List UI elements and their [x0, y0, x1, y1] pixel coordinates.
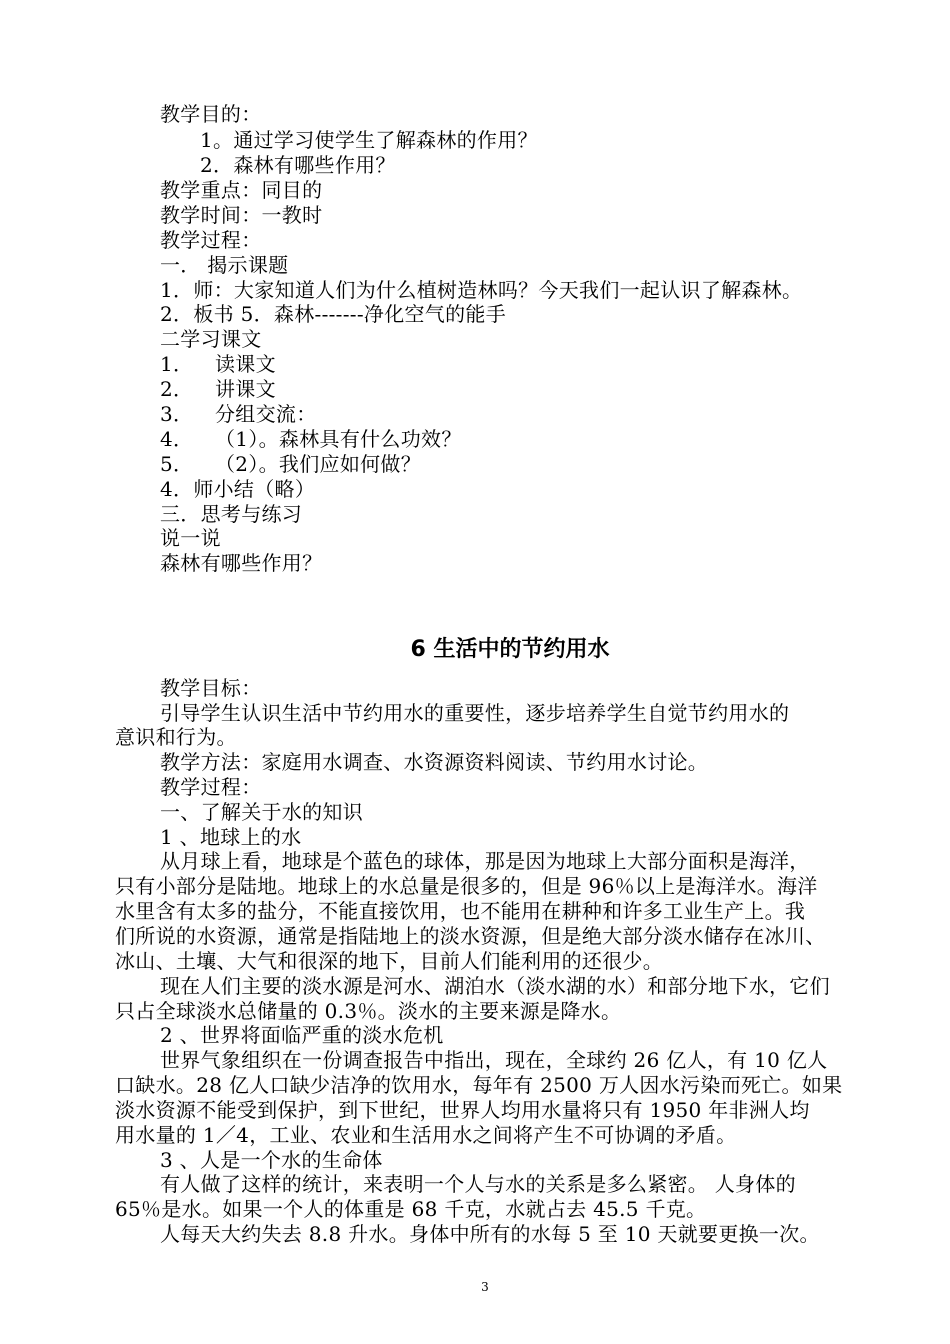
step-number: 3． [160, 402, 194, 426]
text-line: 1．师：大家知道人们为什么植树造林吗？今天我们一起认识了解森林。 [160, 278, 803, 302]
paragraph-line: 水里含有太多的盐分，不能直接饮用，也不能用在耕种和许多工业生产上。我 [115, 899, 806, 923]
part-heading: 一、了解关于水的知识 [160, 800, 363, 824]
objective-heading: 教学目的： [160, 102, 262, 126]
part-heading: 二学习课文 [160, 327, 262, 351]
focus-line: 教学重点：同目的 [160, 178, 323, 202]
method-line: 教学方法：家庭用水调查、水资源资料阅读、节约用水讨论。 [160, 750, 709, 774]
step-text: （2）。我们应如何做？ [215, 452, 422, 476]
paragraph-line: 只有小部分是陆地。地球上的水总量是很多的，但是 96％以上是海洋水。海洋 [115, 874, 818, 898]
step-number: 2． [160, 377, 194, 401]
sub-heading: 1 、地球上的水 [160, 825, 302, 849]
time-line: 教学时间：一教时 [160, 203, 323, 227]
step-text: （1）。森林具有什么功效？ [215, 427, 462, 451]
paragraph-line: 只占全球淡水总储量的 0.3％。淡水的主要来源是降水。 [115, 999, 622, 1023]
process-heading: 教学过程： [160, 775, 262, 799]
step-number: 1． [160, 352, 194, 376]
objective-item: 2．森林有哪些作用？ [200, 153, 396, 177]
paragraph-line: 65％是水。如果一个人的体重是 68 千克，水就占去 45.5 千克。 [115, 1197, 707, 1221]
paragraph-line: 口缺水。28 亿人口缺少洁净的饮用水，每年有 2500 万人因水污染而死亡。如果 [115, 1073, 843, 1097]
page-number: 3 [481, 1280, 489, 1294]
paragraph-line: 人每天大约失去 8.8 升水。身体中所有的水每 5 至 10 天就要更换一次。 [160, 1222, 820, 1246]
paragraph-line: 从月球上看，地球是个蓝色的球体，那是因为地球上大部分面积是海洋， [160, 849, 810, 873]
sub-heading: 2 、世界将面临严重的淡水危机 [160, 1023, 444, 1047]
summary-line: 4．师小结（略） [160, 477, 316, 501]
paragraph-line: 淡水资源不能受到保护，到下世纪，世界人均用水量将只有 1950 年非洲人均 [115, 1098, 810, 1122]
objective-item: 1。通过学习使学生了解森林的作用？ [200, 128, 538, 152]
paragraph-line: 意识和行为。 [115, 725, 237, 749]
process-heading: 教学过程： [160, 228, 262, 252]
paragraph-line: 用水量的 1／4，工业、农业和生活用水之间将产生不可协调的矛盾。 [115, 1123, 737, 1147]
text-line: 说一说 [160, 526, 221, 550]
paragraph-line: 现在人们主要的淡水源是河水、湖泊水（淡水湖的水）和部分地下水，它们 [160, 974, 830, 998]
step-text: 读课文 [215, 352, 276, 376]
sub-heading: 3 、人是一个水的生命体 [160, 1148, 383, 1172]
paragraph-line: 有人做了这样的统计，来表明一个人与水的关系是多么紧密。 人身体的 [160, 1172, 796, 1196]
step-text: 分组交流： [215, 402, 317, 426]
text-line: 2．板书 5．森林-------净化空气的能手 [160, 302, 507, 326]
section-title: 6 生活中的节约用水 [410, 637, 610, 662]
paragraph-line: 们所说的水资源，通常是指陆地上的淡水资源，但是绝大部分淡水储存在冰川、 [115, 924, 826, 948]
paragraph-line: 世界气象组织在一份调查报告中指出，现在，全球约 26 亿人，有 10 亿人 [160, 1048, 828, 1072]
step-number: 4． [160, 427, 194, 451]
part-heading: 三．思考与练习 [160, 502, 303, 526]
paragraph-line: 引导学生认识生活中节约用水的重要性，逐步培养学生自觉节约用水的 [160, 701, 790, 725]
step-number: 5． [160, 452, 194, 476]
step-text: 讲课文 [215, 377, 276, 401]
goal-heading: 教学目标： [160, 676, 262, 700]
part-heading: 一． 揭示课题 [160, 253, 289, 277]
text-line: 森林有哪些作用？ [160, 551, 323, 575]
paragraph-line: 冰山、土壤、大气和很深的地下，目前人们能利用的还很少。 [115, 949, 664, 973]
